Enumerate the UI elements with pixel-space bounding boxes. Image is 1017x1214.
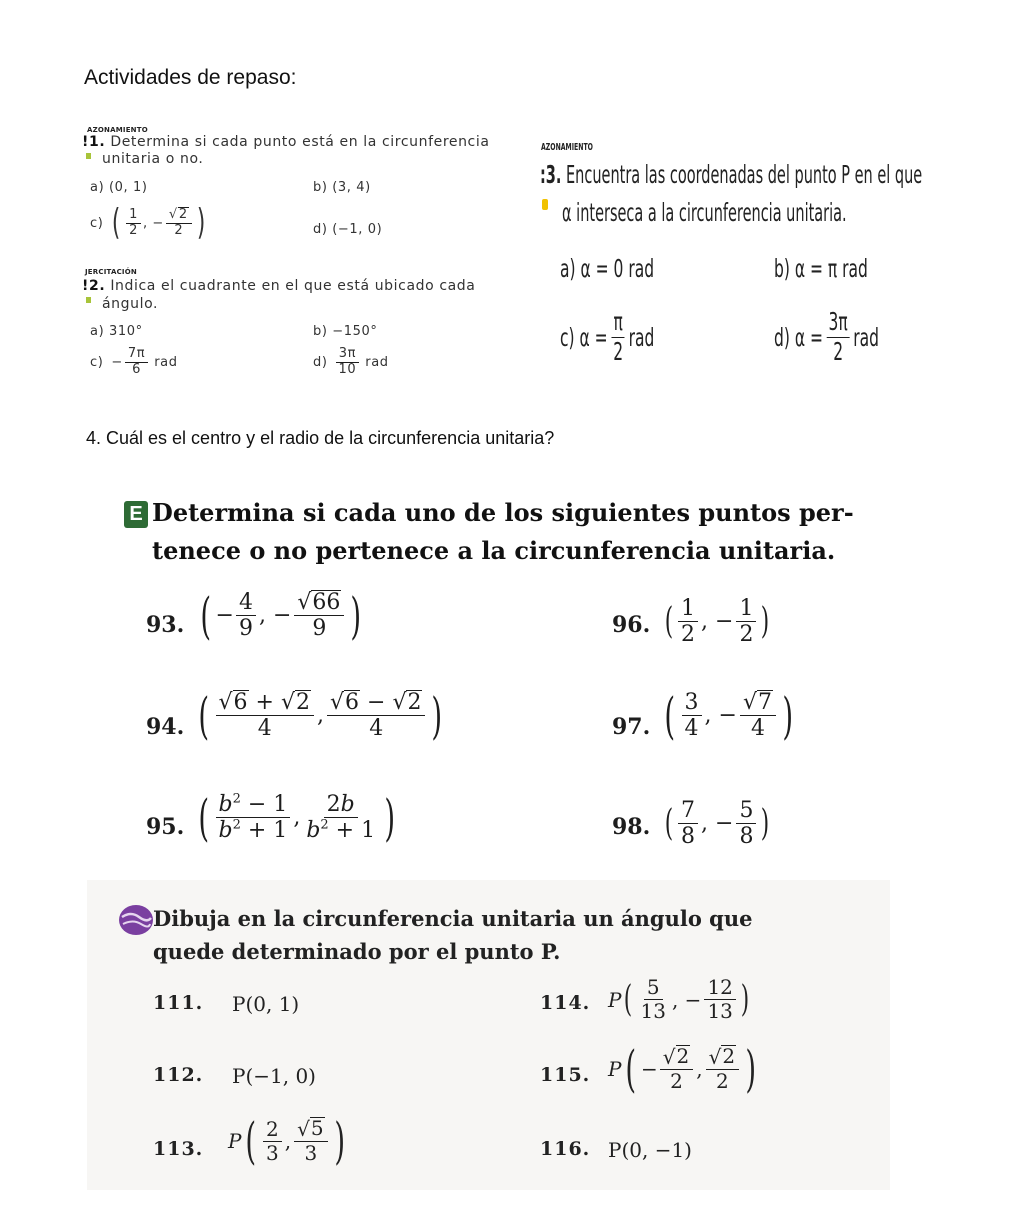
item-113-number: 113.	[153, 1138, 204, 1160]
section-p-heading2	[153, 935, 561, 968]
item-116-expression: P(0, −1)	[608, 1138, 692, 1162]
block3-option-d-label: d) α =	[774, 322, 823, 352]
block1-statement	[82, 134, 490, 150]
block3-option-d: d) α = $\frac{3\pi}{2}$ rad	[774, 307, 880, 366]
item-93-expression: ( − $\frac{4}{9}$ , − √ 66 9 )	[200, 586, 362, 645]
globe-icon	[119, 905, 153, 935]
item-95-number: 95.	[146, 814, 185, 840]
block3-option-c-unit: rad	[628, 322, 655, 352]
item-114-expression: P ( $\frac{5}{13}$ , − $\frac{12}{13}$ )	[608, 975, 750, 1023]
block2-option-c: c) − $\frac{7\pi}{6}$ rad	[90, 346, 178, 377]
block1-option-d: d) (−1, 0)	[313, 222, 383, 237]
block2-text2: ángulo.	[102, 296, 159, 312]
item-112-number: 112.	[153, 1064, 204, 1086]
item-111-number: 111.	[153, 992, 204, 1014]
block1-option-a: a) (0, 1)	[90, 180, 148, 195]
item-98-expression: ( $\frac{7}{8}$ , − $\frac{5}{8}$ )	[664, 798, 770, 850]
block1-text2: unitaria o no.	[102, 151, 204, 167]
item-115-number: 115.	[540, 1064, 591, 1086]
block2-option-d: d) $\frac{3\pi}{10}$ rad	[313, 346, 389, 377]
section-e-heading1: Determina si cada uno de los siguientes puntos per-	[152, 498, 854, 527]
section-p-heading1: Dibuja en la circunferencia unitaria un ángulo que	[153, 906, 753, 931]
block1-option-c: c) ( $\frac{1}{2}$ , − √ 2 2 )	[90, 202, 206, 243]
block3-text1: Encuentra las coordenadas del punto P en el que	[566, 160, 923, 189]
section-e-heading2: tenece o no pertenece a la circunferencia unitaria.	[152, 536, 836, 565]
section-p-heading2-text: quede determinado por el punto P.	[153, 939, 561, 964]
block3-number: :3.	[540, 160, 562, 189]
item-93-number: 93.	[146, 612, 185, 638]
block3-option-c-label: c) α =	[560, 322, 608, 352]
block3-statement	[540, 160, 922, 189]
block2-option-c-label: c)	[90, 354, 104, 370]
item-96-expression: ( $\frac{1}{2}$ , − $\frac{1}{2}$ )	[664, 596, 770, 648]
block2-option-c-unit: rad	[154, 354, 178, 370]
item-115-expression: P ( − √ 2 2 , √ 2 2 )	[608, 1040, 757, 1098]
block1-text1: Determina si cada punto está en la circunferencia	[110, 134, 490, 150]
item-96-number: 96.	[612, 612, 651, 638]
item-111-expression: P(0, 1)	[232, 992, 300, 1016]
block3-option-a: a) α = 0 rad	[560, 254, 655, 283]
block3-text2: α interseca a la circunferencia unitaria.	[562, 198, 847, 227]
block2-statement	[82, 278, 475, 294]
block2-number: !2.	[82, 278, 106, 294]
block3-option-b: b) α = π rad	[774, 254, 868, 283]
block3-option-c: c) α = $\frac{\pi}{2}$ rad	[560, 307, 655, 366]
block2-text1: Indica el cuadrante en el que está ubicado cada	[110, 278, 476, 294]
block2-option-d-label: d)	[313, 354, 328, 370]
bullet-icon	[86, 153, 91, 159]
item-94-expression: ( √ 6 + √ 2 4 , √ 6 − √ 2 4 )	[198, 686, 443, 745]
item-112-expression: P(−1, 0)	[232, 1064, 316, 1088]
item-97-expression: ( $\frac{3}{4}$ , − √ 7 4 )	[664, 686, 794, 745]
block3-tag: AZONAMIENTO	[541, 142, 593, 153]
item-113-expression: P ( $\frac{2}{3}$ , √ 5 3 )	[228, 1112, 345, 1170]
item-98-number: 98.	[612, 814, 651, 840]
block2-option-d-unit: rad	[365, 354, 389, 370]
block3-option-d-unit: rad	[853, 322, 880, 352]
item-94-number: 94.	[146, 714, 185, 740]
bullet-icon	[542, 199, 548, 210]
bullet-icon	[86, 297, 91, 303]
item-95-expression: ( $\frac{b^2 - 1}{b^2 + 1}$ , $\frac{2b}{b^2 + 1}$ )	[198, 788, 396, 847]
item-114-number: 114.	[540, 992, 591, 1014]
block1-tag: AZONAMIENTO	[87, 126, 148, 134]
block1-number: !1.	[82, 134, 106, 150]
block1-option-b: b) (3, 4)	[313, 180, 371, 195]
section-e-badge: E	[124, 501, 148, 528]
question-4: 4. Cuál es el centro y el radio de la circunferencia unitaria?	[86, 428, 555, 448]
item-116-number: 116.	[540, 1138, 591, 1160]
block1-option-c-label: c)	[90, 215, 104, 231]
block2-option-a: a) 310°	[90, 324, 143, 339]
page-title: Actividades de repaso:	[84, 66, 297, 89]
block2-tag: JERCITACIÓN	[85, 268, 137, 276]
item-97-number: 97.	[612, 714, 651, 740]
block2-option-b: b) −150°	[313, 324, 378, 339]
